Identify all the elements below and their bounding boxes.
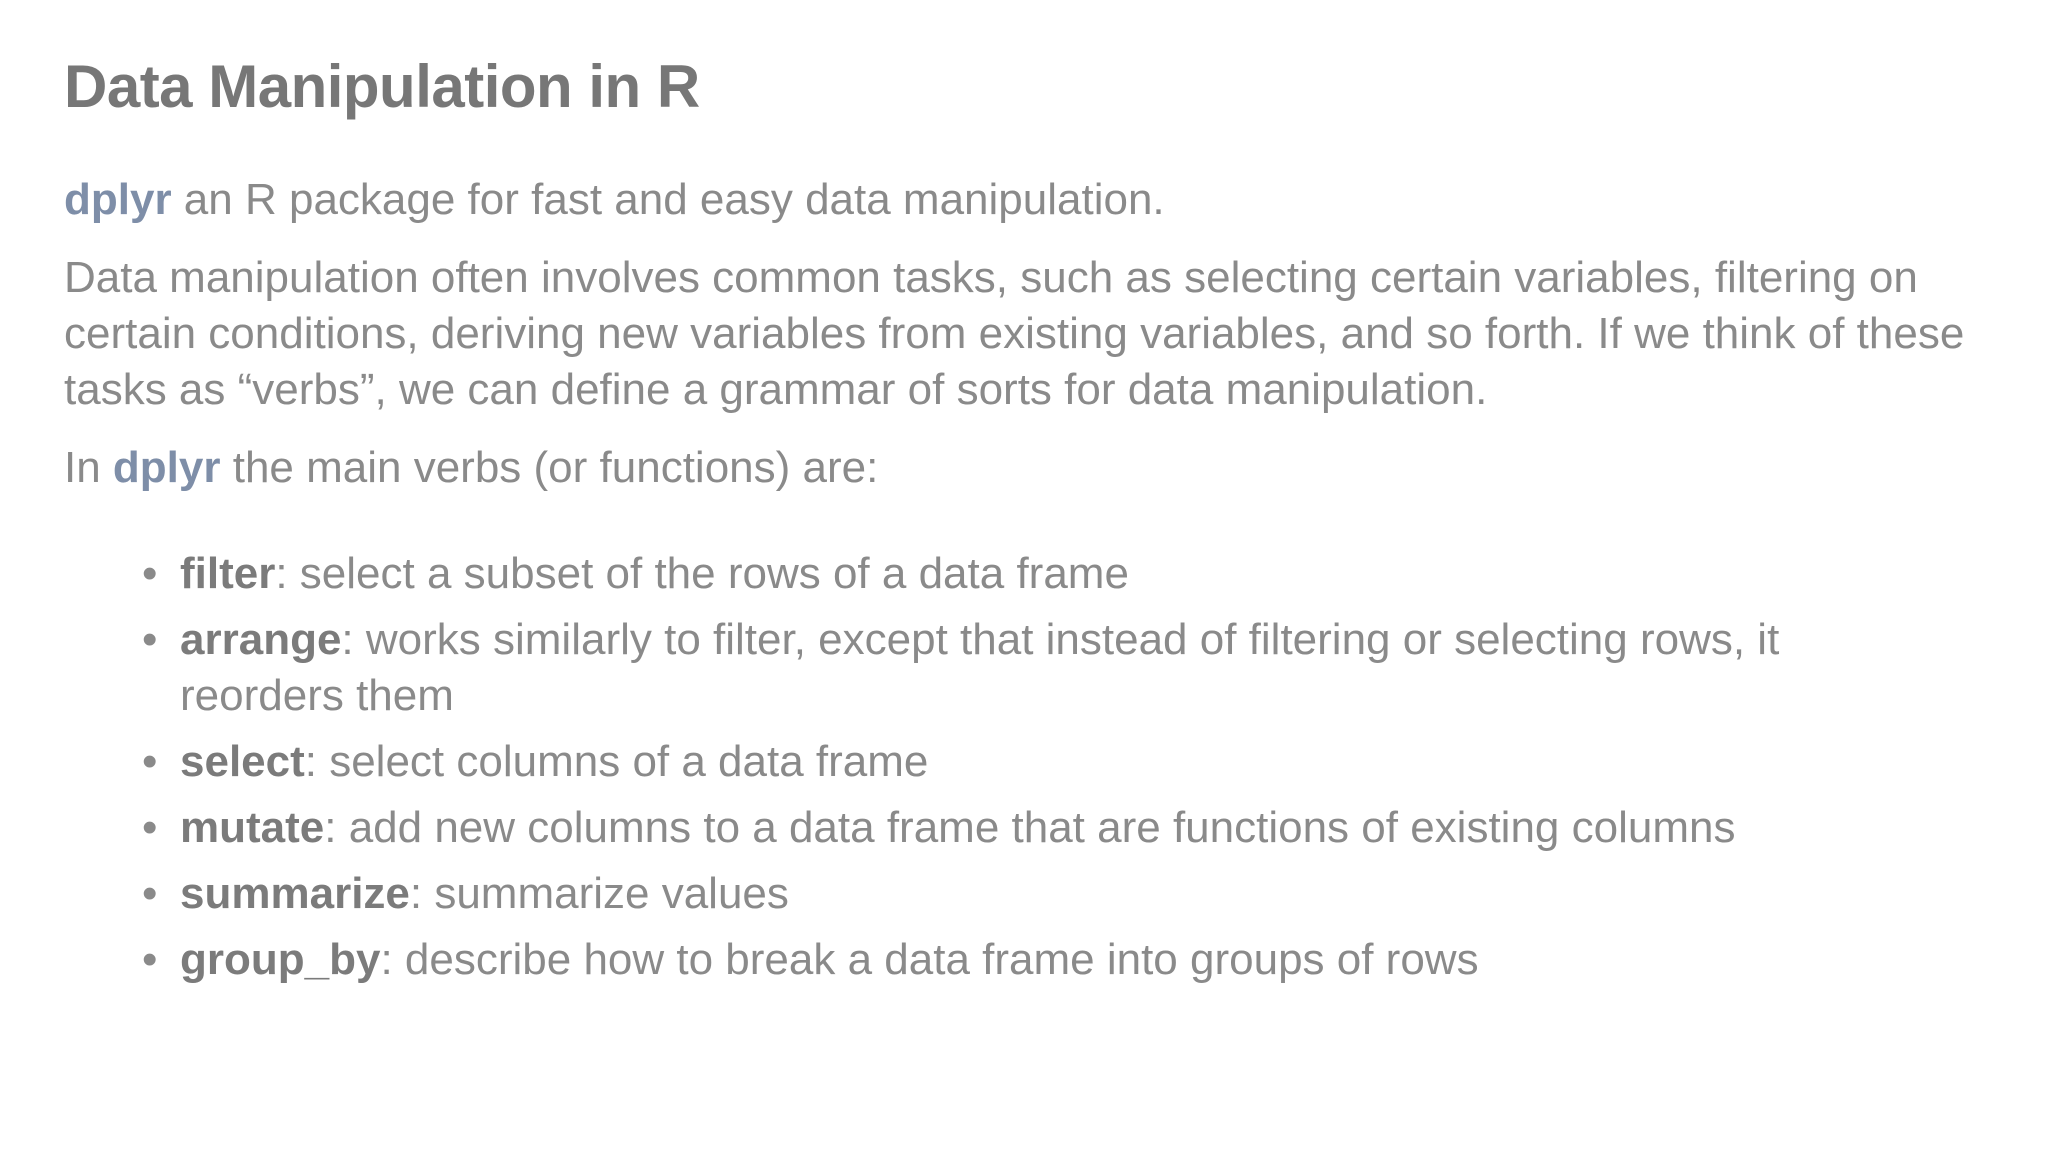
verbs-list	[64, 546, 1984, 988]
verbs-intro-paragraph	[64, 440, 1984, 496]
slide-body	[64, 172, 1984, 998]
list-item-arrange	[142, 612, 1984, 724]
verb-name: group_by	[180, 935, 381, 984]
list-item-select	[142, 734, 1984, 790]
bullet-icon: •	[142, 869, 158, 918]
verb-description: : select columns of a data frame	[304, 737, 929, 786]
verb-description: : summarize values	[409, 869, 789, 918]
bullet-icon: •	[142, 935, 158, 984]
description-paragraph: Data manipulation often involves common tasks, such as selecting certain variables, filtering on certain conditions, deriving new variables from existing variables, and so forth. If we think of these tasks as “verbs”, we can define a grammar of sorts for data manipulation.	[64, 253, 1965, 414]
list-item-group-by	[142, 932, 1984, 988]
slide-title: Data Manipulation in R	[64, 53, 700, 120]
verbs-intro-after: the main verbs (or functions) are:	[220, 443, 879, 492]
list-item-filter	[142, 546, 1984, 602]
verb-description: : works similarly to filter, except that instead of filtering or selecting rows, it reorders them	[180, 615, 1780, 720]
verb-name: filter	[180, 549, 276, 598]
verb-name: summarize	[180, 869, 410, 918]
verb-description: : add new columns to a data frame that are functions of existing columns	[324, 803, 1736, 852]
verb-description: : describe how to break a data frame into groups of rows	[380, 935, 1479, 984]
list-item-summarize	[142, 866, 1984, 922]
bullet-icon: •	[142, 549, 158, 598]
verb-name: mutate	[180, 803, 325, 852]
verb-description: : select a subset of the rows of a data frame	[275, 549, 1129, 598]
package-name-inline: dplyr	[112, 443, 221, 492]
intro-paragraph	[64, 172, 1984, 228]
bullet-icon: •	[142, 803, 158, 852]
verb-name: select	[180, 737, 305, 786]
bullet-icon: •	[142, 737, 158, 786]
bullet-icon: •	[142, 615, 158, 664]
intro-text: an R package for fast and easy data manipulation.	[171, 175, 1165, 224]
verbs-intro-before: In	[64, 443, 113, 492]
verb-name: arrange	[180, 615, 342, 664]
list-item-mutate	[142, 800, 1984, 856]
package-name: dplyr	[64, 175, 172, 224]
